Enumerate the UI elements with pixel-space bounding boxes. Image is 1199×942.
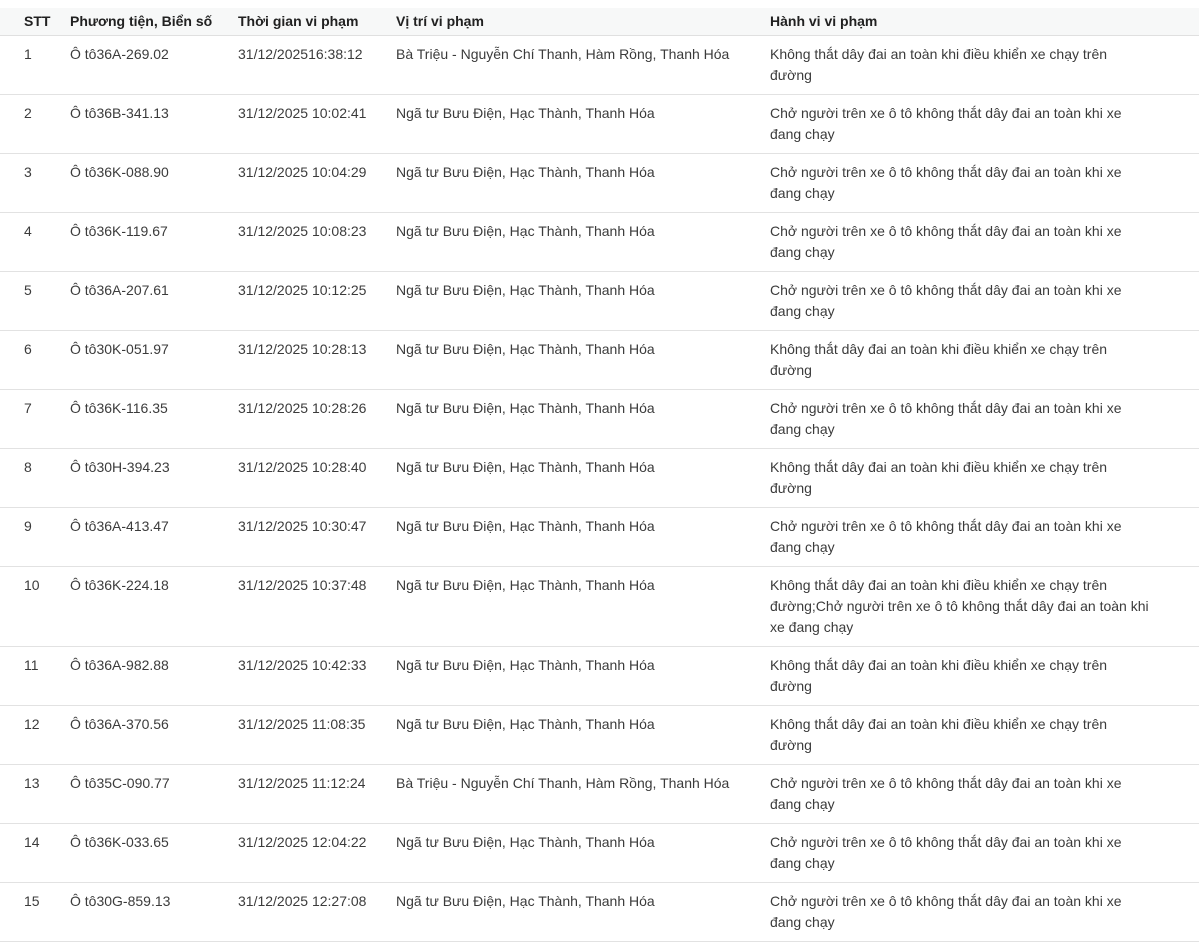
cell-behavior: Chở người trên xe ô tô không thắt dây đai an toàn khi xe đang chạy	[762, 154, 1199, 213]
cell-time: 31/12/2025 10:12:25	[230, 272, 388, 331]
cell-time: 31/12/2025 12:27:08	[230, 883, 388, 942]
cell-stt: 3	[0, 154, 62, 213]
cell-location: Ngã tư Bưu Điện, Hạc Thành, Thanh Hóa	[388, 449, 762, 508]
cell-time: 31/12/2025 11:12:24	[230, 765, 388, 824]
cell-time: 31/12/202516:38:12	[230, 36, 388, 95]
cell-location: Ngã tư Bưu Điện, Hạc Thành, Thanh Hóa	[388, 95, 762, 154]
table-row	[0, 213, 1199, 272]
table-row	[0, 706, 1199, 765]
cell-location: Ngã tư Bưu Điện, Hạc Thành, Thanh Hóa	[388, 647, 762, 706]
cell-location: Bà Triệu - Nguyễn Chí Thanh, Hàm Rồng, Thanh Hóa	[388, 36, 762, 95]
cell-time: 31/12/2025 10:37:48	[230, 567, 388, 647]
cell-time: 31/12/2025 10:02:41	[230, 95, 388, 154]
table-header-row	[0, 8, 1199, 36]
table-row	[0, 331, 1199, 390]
cell-time: 31/12/2025 10:28:13	[230, 331, 388, 390]
cell-behavior: Chở người trên xe ô tô không thắt dây đai an toàn khi xe đang chạy	[762, 213, 1199, 272]
cell-behavior: Chở người trên xe ô tô không thắt dây đai an toàn khi xe đang chạy	[762, 95, 1199, 154]
cell-vehicle: Ô tô36B-341.13	[62, 95, 230, 154]
cell-stt: 10	[0, 567, 62, 647]
cell-vehicle: Ô tô30G-859.13	[62, 883, 230, 942]
table-row	[0, 567, 1199, 647]
cell-stt: 9	[0, 508, 62, 567]
cell-vehicle: Ô tô36K-224.18	[62, 567, 230, 647]
cell-stt: 8	[0, 449, 62, 508]
column-header-time: Thời gian vi phạm	[230, 8, 388, 36]
cell-vehicle: Ô tô36K-116.35	[62, 390, 230, 449]
column-header-vehicle: Phương tiện, Biển số	[62, 8, 230, 36]
cell-behavior: Chở người trên xe ô tô không thắt dây đai an toàn khi xe đang chạy	[762, 765, 1199, 824]
cell-behavior: Không thắt dây đai an toàn khi điều khiển xe chạy trên đường	[762, 449, 1199, 508]
cell-stt: 13	[0, 765, 62, 824]
cell-time: 31/12/2025 10:28:26	[230, 390, 388, 449]
cell-stt: 5	[0, 272, 62, 331]
cell-time: 31/12/2025 10:42:33	[230, 647, 388, 706]
cell-location: Ngã tư Bưu Điện, Hạc Thành, Thanh Hóa	[388, 272, 762, 331]
cell-location: Bà Triệu - Nguyễn Chí Thanh, Hàm Rồng, Thanh Hóa	[388, 765, 762, 824]
cell-vehicle: Ô tô36K-088.90	[62, 154, 230, 213]
cell-stt: 1	[0, 36, 62, 95]
table-row	[0, 154, 1199, 213]
cell-vehicle: Ô tô36A-269.02	[62, 36, 230, 95]
table-row	[0, 95, 1199, 154]
cell-location: Ngã tư Bưu Điện, Hạc Thành, Thanh Hóa	[388, 706, 762, 765]
cell-stt: 15	[0, 883, 62, 942]
cell-vehicle: Ô tô36A-982.88	[62, 647, 230, 706]
cell-vehicle: Ô tô30H-394.23	[62, 449, 230, 508]
table-row	[0, 272, 1199, 331]
cell-time: 31/12/2025 10:30:47	[230, 508, 388, 567]
column-header-stt: STT	[0, 8, 62, 36]
cell-location: Ngã tư Bưu Điện, Hạc Thành, Thanh Hóa	[388, 331, 762, 390]
cell-stt: 11	[0, 647, 62, 706]
cell-stt: 7	[0, 390, 62, 449]
cell-behavior: Không thắt dây đai an toàn khi điều khiển xe chạy trên đường	[762, 36, 1199, 95]
cell-location: Ngã tư Bưu Điện, Hạc Thành, Thanh Hóa	[388, 883, 762, 942]
cell-behavior: Chở người trên xe ô tô không thắt dây đai an toàn khi xe đang chạy	[762, 824, 1199, 883]
violations-table	[0, 8, 1199, 942]
cell-behavior: Chở người trên xe ô tô không thắt dây đai an toàn khi xe đang chạy	[762, 508, 1199, 567]
cell-vehicle: Ô tô30K-051.97	[62, 331, 230, 390]
cell-vehicle: Ô tô36K-033.65	[62, 824, 230, 883]
cell-stt: 4	[0, 213, 62, 272]
table-header	[0, 8, 1199, 36]
cell-vehicle: Ô tô36A-207.61	[62, 272, 230, 331]
cell-time: 31/12/2025 11:08:35	[230, 706, 388, 765]
cell-time: 31/12/2025 10:08:23	[230, 213, 388, 272]
cell-behavior: Chở người trên xe ô tô không thắt dây đai an toàn khi xe đang chạy	[762, 390, 1199, 449]
cell-time: 31/12/2025 10:28:40	[230, 449, 388, 508]
cell-stt: 14	[0, 824, 62, 883]
table-row	[0, 36, 1199, 95]
cell-location: Ngã tư Bưu Điện, Hạc Thành, Thanh Hóa	[388, 390, 762, 449]
table-row	[0, 824, 1199, 883]
column-header-behavior: Hành vi vi phạm	[762, 8, 1199, 36]
table-row	[0, 508, 1199, 567]
cell-behavior: Không thắt dây đai an toàn khi điều khiển xe chạy trên đường;Chở người trên xe ô tô không thắt dây đai an toàn khi xe đang chạy	[762, 567, 1199, 647]
cell-vehicle: Ô tô36K-119.67	[62, 213, 230, 272]
cell-stt: 6	[0, 331, 62, 390]
table-row	[0, 647, 1199, 706]
cell-vehicle: Ô tô35C-090.77	[62, 765, 230, 824]
column-header-location: Vị trí vi phạm	[388, 8, 762, 36]
cell-time: 31/12/2025 12:04:22	[230, 824, 388, 883]
cell-stt: 12	[0, 706, 62, 765]
cell-vehicle: Ô tô36A-413.47	[62, 508, 230, 567]
cell-behavior: Chở người trên xe ô tô không thắt dây đai an toàn khi xe đang chạy	[762, 272, 1199, 331]
cell-vehicle: Ô tô36A-370.56	[62, 706, 230, 765]
cell-location: Ngã tư Bưu Điện, Hạc Thành, Thanh Hóa	[388, 824, 762, 883]
table-row	[0, 449, 1199, 508]
cell-time: 31/12/2025 10:04:29	[230, 154, 388, 213]
cell-location: Ngã tư Bưu Điện, Hạc Thành, Thanh Hóa	[388, 213, 762, 272]
table-row	[0, 883, 1199, 942]
cell-behavior: Chở người trên xe ô tô không thắt dây đai an toàn khi xe đang chạy	[762, 883, 1199, 942]
table-row	[0, 390, 1199, 449]
cell-location: Ngã tư Bưu Điện, Hạc Thành, Thanh Hóa	[388, 154, 762, 213]
table-body	[0, 36, 1199, 942]
table-row	[0, 765, 1199, 824]
cell-location: Ngã tư Bưu Điện, Hạc Thành, Thanh Hóa	[388, 567, 762, 647]
cell-behavior: Không thắt dây đai an toàn khi điều khiển xe chạy trên đường	[762, 706, 1199, 765]
cell-behavior: Không thắt dây đai an toàn khi điều khiển xe chạy trên đường	[762, 331, 1199, 390]
cell-behavior: Không thắt dây đai an toàn khi điều khiển xe chạy trên đường	[762, 647, 1199, 706]
cell-stt: 2	[0, 95, 62, 154]
cell-location: Ngã tư Bưu Điện, Hạc Thành, Thanh Hóa	[388, 508, 762, 567]
